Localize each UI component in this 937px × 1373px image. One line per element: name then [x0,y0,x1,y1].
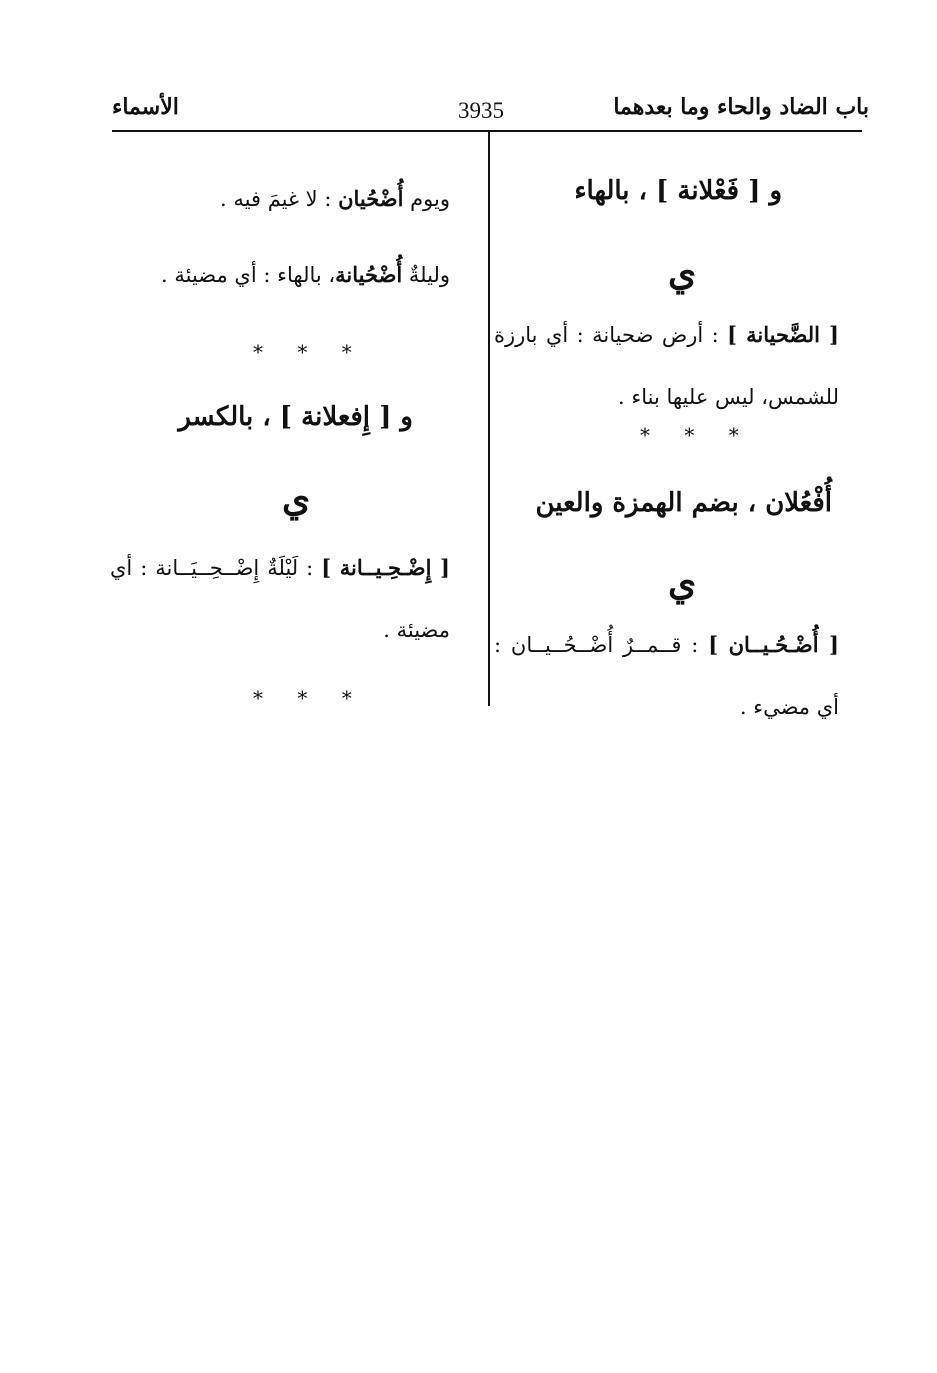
left-entry-2-text: ، بالهاء : أي مضيئة . [161,263,336,287]
left-root-letter-1: ي [282,478,311,520]
column-divider [488,132,490,706]
right-heading-2: أُفْعُلان ، بضم الهمزة والعين [535,488,832,518]
right-entry-1-term: [ الضَّحيانة ] [727,322,839,347]
right-root-letter-2: ي [668,562,697,604]
running-header-chapter: باب الضاد والحاء وما بعدهما [613,94,869,120]
left-separator-2: * * * [253,686,366,710]
left-entry-2 [110,244,450,306]
left-entry-1 [110,168,450,230]
left-entry-2-prefix: وليلةٌ [402,263,450,287]
left-entry-1-text: : لا غيمَ فيه . [220,187,339,211]
right-root-letter-1: ي [668,252,697,294]
page-number: 3935 [458,98,504,123]
left-entry-3-text: : لَيْلَةٌ إِضْــحِــيَــانة : أي مضيئة . [110,556,450,642]
left-separator-1: * * * [253,340,366,364]
left-entry-1-term: أُضْحُيان [338,186,404,211]
right-entry-2-term: [ أُضْـحُـيــان ] [708,632,839,657]
right-separator-1: * * * [640,423,753,447]
left-entry-3 [110,537,450,661]
right-heading-1: و [ فَعْلانة ] ، بالهاء [574,176,782,206]
left-entry-2-term: أُضْحُيانة [335,262,403,287]
left-entry-1-prefix: ويوم [403,187,450,211]
left-entry-3-term: [ إِضْـحِـيــانة ] [321,555,450,580]
right-entry-1-text: : أرض ضحيانة : أي بارزة للشمس، ليس عليها بناء . [494,323,839,409]
right-entry-1 [494,304,839,428]
left-heading-1: و [ إِفعلانة ] ، بالكسر [178,402,413,432]
header-rule [112,130,862,132]
right-entry-2-text: : قــمــرٌ أُضْــحُــيــان : أي مضيء . [494,633,839,719]
right-entry-2 [494,614,839,738]
running-header-section: الأسماء [112,94,179,120]
